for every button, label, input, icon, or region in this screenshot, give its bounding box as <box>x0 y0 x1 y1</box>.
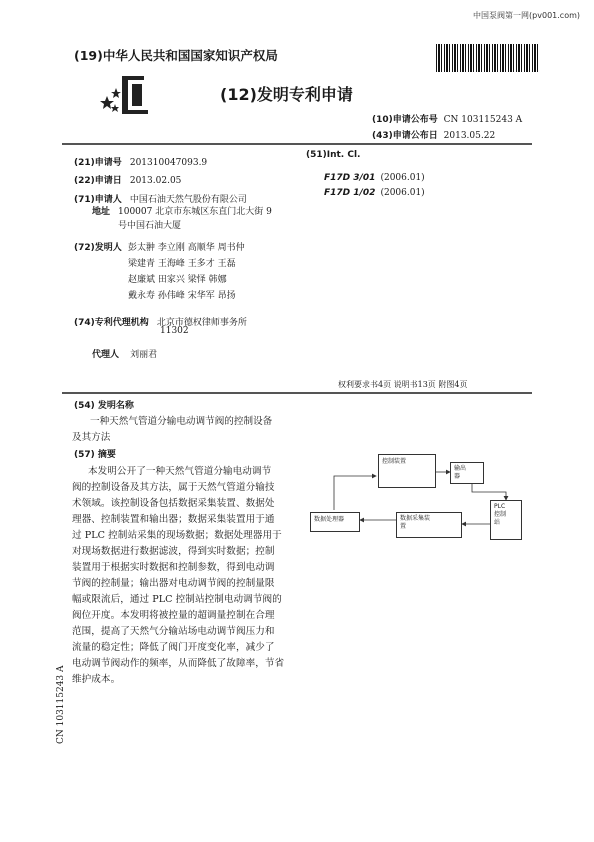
abstract-line: 流量的稳定性；降低了阀门开度变化率，减少了 <box>72 642 275 653</box>
block-diagram <box>300 440 540 600</box>
agency-label: (74)专利代理机构 <box>74 318 149 328</box>
app-no-row <box>74 150 207 169</box>
diagram-box-acquisition <box>396 512 462 538</box>
diagram-box-plc <box>490 500 522 540</box>
app-date-label: (22)申请日 <box>74 176 122 186</box>
address-line2: 号中国石油大厦 <box>118 221 182 231</box>
abstract-label: (57) 摘要 <box>74 450 116 460</box>
page-counts: 权利要求书4页 说明书13页 附图4页 <box>338 380 468 389</box>
intcl-ver-1: (2006.01) <box>380 173 425 183</box>
inventors-line-4: 戴永寿 孙伟峰 宋华军 昂扬 <box>128 291 236 301</box>
abstract-line: 过 PLC 控制站采集的现场数据；数据处理器用于 <box>72 530 282 541</box>
diagram-label-acq-1: 数据采集装 <box>400 515 431 522</box>
address-line1: 100007 北京市东城区东直门北大街 9 <box>118 207 272 217</box>
intcl-code-2: F17D 1/02 <box>324 188 376 198</box>
agent-row <box>92 342 157 361</box>
intcl-ver-2: (2006.01) <box>380 188 425 198</box>
agent: 刘丽君 <box>130 350 158 360</box>
office-name: (19)中华人民共和国国家知识产权局 <box>74 48 278 63</box>
diagram-label-plc-3: 站 <box>494 518 501 526</box>
diagram-label-plc-1: PLC <box>494 503 506 510</box>
app-date: 2013.02.05 <box>129 176 182 186</box>
abstract-line: 幅或限流后，通过 PLC 控制站控制电动调节阀的 <box>72 594 282 605</box>
agent-label: 代理人 <box>92 350 120 360</box>
title-label: (54) 发明名称 <box>74 401 134 411</box>
diagram-box-control <box>378 454 436 488</box>
intcl-row-2 <box>324 180 425 199</box>
abstract-line: 阀的控制设备及其方法，属于天然气管道分输技 <box>72 482 275 493</box>
abstract-line: 对现场数据进行数据滤波，得到实时数据；控制 <box>72 546 275 557</box>
inventors-line-3: 赵廉斌 田家兴 梁怿 韩娜 <box>128 275 227 285</box>
side-pub-number: CN 103115243 A <box>56 665 66 744</box>
abstract-line: 节阀的控制量；输出器对电动调节阀的控制量限 <box>72 578 275 589</box>
barcode <box>436 44 538 72</box>
applicant-label: (71)申请人 <box>74 195 122 205</box>
app-no-label: (21)申请号 <box>74 158 122 168</box>
diagram-label-plc-2: 控制 <box>494 510 507 518</box>
app-date-row <box>74 168 181 187</box>
pub-date-row <box>372 128 495 141</box>
app-no: 201310047093.9 <box>129 158 208 168</box>
doc-type: (12)发明专利申请 <box>220 85 353 104</box>
agency: 北京市德权律师事务所 <box>156 318 247 328</box>
pub-date: 2013.05.22 <box>443 131 496 141</box>
diagram-box-processor <box>310 512 360 532</box>
diagram-label-control: 控制装置 <box>382 458 407 465</box>
header-divider <box>62 143 532 145</box>
intcl-label: (51)Int. Cl. <box>306 150 361 160</box>
pub-no-label-text: (10)申请公布号 <box>372 115 438 125</box>
pub-no: CN 103115243 A <box>443 115 523 125</box>
abstract-line: 本发明公开了一种天然气管道分输电动调节 <box>88 466 272 477</box>
inventors-label: (72)发明人 <box>74 243 122 253</box>
abstract-line: 装置用于根据实时数据和控制参数，得到电动调 <box>72 562 275 573</box>
diagram-label-proc: 数据处理器 <box>314 516 345 523</box>
title-line2: 及其方法 <box>72 432 111 443</box>
diagram-label-output-2: 器 <box>454 473 461 481</box>
pub-no-label <box>372 112 522 125</box>
abstract-line: 术领域。该控制设备包括数据采集装置、数据处 <box>72 498 275 509</box>
agency-code: 11302 <box>160 326 189 336</box>
intcl-code-1: F17D 3/01 <box>324 173 376 183</box>
title-line1: 一种天然气管道分输电动调节阀的控制设备 <box>90 416 273 427</box>
address-label: 地址 <box>92 207 111 217</box>
cnipa-logo <box>98 74 154 118</box>
diagram-box-output <box>450 462 484 484</box>
diagram-label-acq-2: 置 <box>400 523 407 531</box>
abstract-line: 理器、控制装置和输出器；数据采集装置用于通 <box>72 514 275 525</box>
inventors-line-2: 梁建青 王海峰 王多才 王磊 <box>128 259 236 269</box>
watermark: 中国泵阀第一网(pv001.com) <box>473 11 580 20</box>
abstract-line: 阀位开度。本发明将被控量的超调量控制在合理 <box>72 610 275 621</box>
biblio-divider <box>62 392 532 394</box>
abstract-line: 电动调节阀动作的频率，从而降低了故障率，节省 <box>72 658 285 669</box>
pub-date-label: (43)申请公布日 <box>372 131 438 141</box>
diagram-label-output-1: 输出 <box>454 465 467 472</box>
abstract-line: 范围，提高了天然气分输站场电动调节阀压力和 <box>72 626 275 637</box>
abstract-line: 维护成本。 <box>72 674 121 685</box>
applicant: 中国石油天然气股份有限公司 <box>129 195 247 205</box>
inventors-line-1: 彭太翀 李立刚 高顺华 周书仲 <box>128 243 245 253</box>
